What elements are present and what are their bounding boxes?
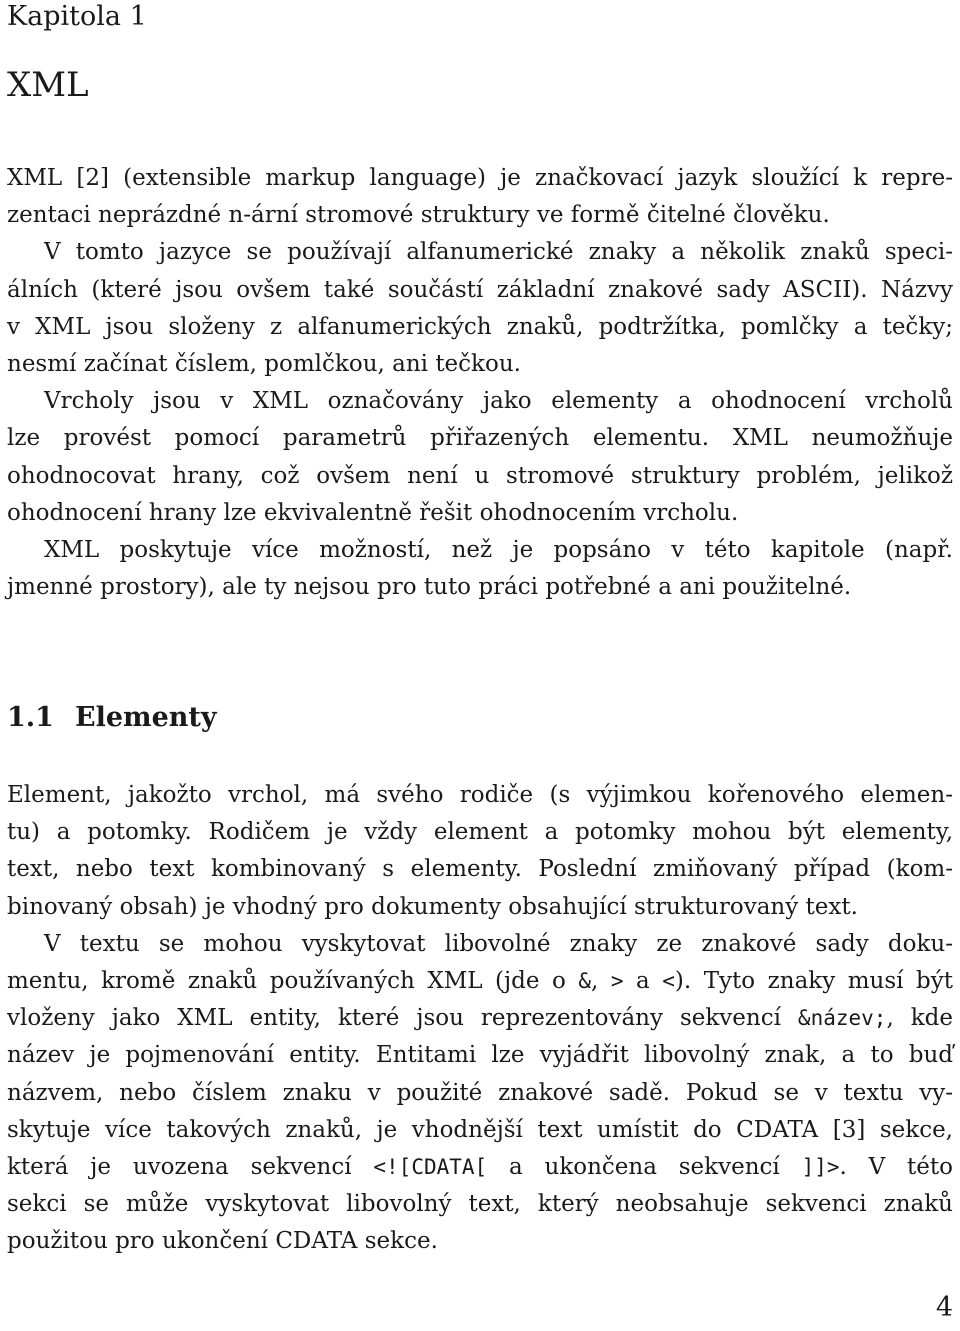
text-run: . V této xyxy=(839,1153,953,1180)
paragraph-line: Vrcholy jsou v XML označovány jako elementy a ohodnocení vrcholů xyxy=(44,388,953,415)
paragraph-line: jmenné prostory), ale ty nejsou pro tuto práci potřebné a ani použitelné. xyxy=(7,574,852,601)
paragraph-line xyxy=(7,1000,953,1037)
paragraph-line: zentaci neprázdné n-ární stromové struktury ve formě čitelné člověku. xyxy=(7,202,830,229)
paragraph-line: sekci se může vyskytovat libovolný text, který neobsahuje sekvenci znaků xyxy=(7,1191,953,1218)
paragraph-line: v XML jsou složeny z alfanumerických znaků, podtržítka, pomlčky a tečky; xyxy=(7,313,953,340)
paragraph-line: názvem, nebo číslem znaku v použité znakové sadě. Pokud se v textu vy- xyxy=(7,1079,953,1106)
inline-code: > xyxy=(610,968,624,993)
paragraph-line: V textu se mohou vyskytovat libovolné znaky ze znakové sady doku- xyxy=(44,930,953,957)
paragraph-line: skytuje více takových znaků, je vhodnější text umístit do CDATA [3] sekce, xyxy=(7,1116,953,1143)
text-run: , kde xyxy=(886,1005,953,1032)
text-run: ). Tyto znaky musí být xyxy=(674,967,953,994)
text-run: a xyxy=(623,967,663,994)
section-title: Elementy xyxy=(75,702,217,733)
paragraph-line: nesmí začínat číslem, pomlčkou, ani tečkou. xyxy=(7,350,521,377)
inline-code: < xyxy=(662,968,675,993)
paragraph-line: název je pojmenování entity. Entitami lze vyjádřit libovolný znak, a to buď xyxy=(7,1042,953,1069)
chapter-title: XML xyxy=(7,65,89,105)
section-number: 1.1 xyxy=(7,702,54,733)
paragraph-line: tu) a potomky. Rodičem je vždy element a potomky mohou být elementy, xyxy=(7,819,953,846)
text-run: která je uvozena sekvencí xyxy=(7,1153,374,1180)
elements-paragraphs xyxy=(7,777,953,1260)
paragraph-line: text, nebo text kombinovaný s elementy. Poslední zmiňovaný případ (kom- xyxy=(7,856,953,883)
chapter-label: Kapitola 1 xyxy=(7,1,147,32)
paragraph-line: XML [2] (extensible markup language) je značkovací jazyk sloužící k repre- xyxy=(7,165,953,191)
inline-code: &název; xyxy=(797,1006,887,1031)
paragraph-line: použitou pro ukončení CDATA sekce. xyxy=(7,1228,438,1255)
paragraph-line: ohodnocovat hrany, což ovšem není u stromové struktury problém, jelikož xyxy=(7,462,953,489)
paragraph-line: V tomto jazyce se používají alfanumerické znaky a několik znaků speci- xyxy=(44,239,953,266)
paragraph-line: XML poskytuje více možností, než je popsáno v této kapitole (např. xyxy=(44,536,953,563)
intro-paragraphs xyxy=(7,160,953,606)
paragraph-line: binovaný obsah) je vhodný pro dokumenty obsahující strukturovaný text. xyxy=(7,893,858,920)
inline-code: ]]> xyxy=(801,1154,840,1179)
page-number: 4 xyxy=(935,1292,953,1323)
paragraph-line: ohodnocení hrany lze ekvivalentně řešit ohodnocením vrcholu. xyxy=(7,499,739,526)
paragraph-line xyxy=(7,963,953,1000)
text-run: mentu, kromě znaků používaných XML (jde o xyxy=(7,967,579,994)
inline-code: <![CDATA[ xyxy=(373,1154,488,1179)
paragraph-line: Element, jakožto vrchol, má svého rodiče (s výjimkou kořenového elemen- xyxy=(7,782,953,808)
text-run: a ukončena sekvencí xyxy=(487,1153,802,1180)
section-heading xyxy=(7,700,217,736)
text-run: vloženy jako XML entity, které jsou reprezentovány sekvencí xyxy=(7,1005,798,1032)
paragraph-line: álních (které jsou ovšem také součástí základní znakové sady ASCII). Názvy xyxy=(7,276,953,303)
paragraph-line: lze provést pomocí parametrů přiřazených elementu. XML neumožňuje xyxy=(7,425,953,452)
text-run: , xyxy=(591,967,611,994)
inline-code: & xyxy=(578,968,592,993)
paragraph-line xyxy=(7,1149,953,1186)
